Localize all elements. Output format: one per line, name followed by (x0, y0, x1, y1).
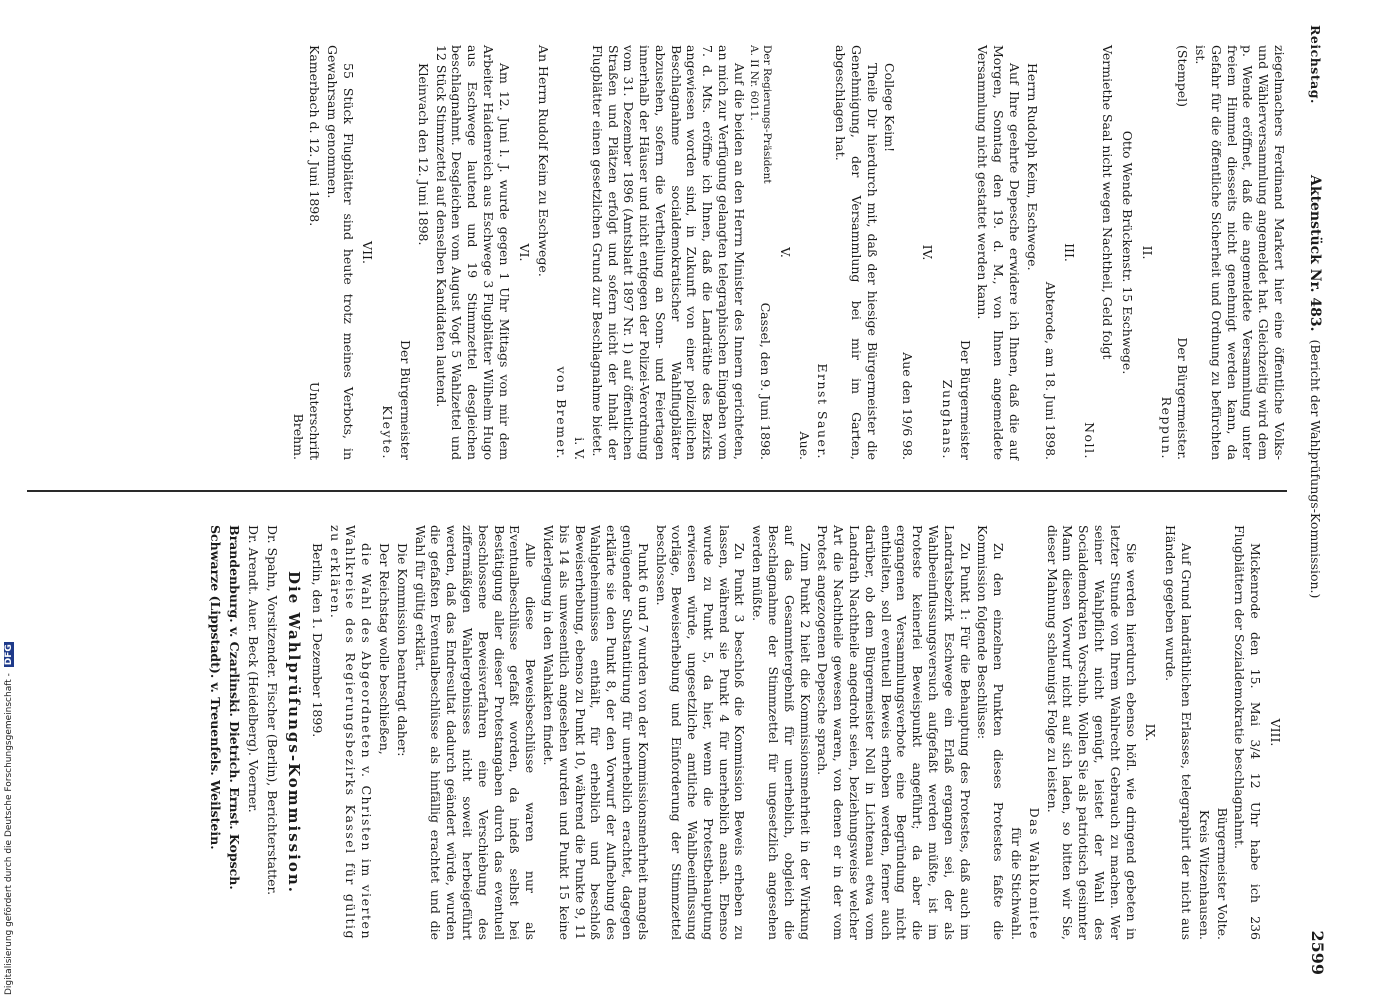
issuing-authority (747, 45, 773, 184)
signature-name: Zunghans. (939, 379, 955, 460)
header-document-number: Aktenstück Nr. 483. (1307, 175, 1323, 332)
letter-date: Aue den 19/6 98. (900, 352, 916, 460)
paragraph: Sie werden hierdurch ebenso höfl. wie dringend gebeten in letzter Stunde von Ihrem Wahlrecht Gebrauch zu machen. Wer seiner Wahlpflicht nicht genügt, leistet der Wahl des Socialdemokraten Vorschub. Wollen Sie als patriotisch gesinnter Mann diesen Vorwurf nicht auf sich laden, so bitten wir Sie, dieser Mahnung schleunigst Folge zu leisten. (1044, 525, 1139, 940)
section-numeral: II. (1139, 245, 1155, 260)
rotated-document-page (25, 25, 1325, 975)
section-numeral: III. (1062, 243, 1078, 262)
right-column (205, 525, 1287, 940)
reference-number: A. II Nr. 6011. (747, 45, 760, 121)
column-divider (27, 490, 1287, 492)
signature-label: Unterschrift (306, 381, 322, 460)
paragraph: Am 12. Juni l. J. wurde gegen 1 Uhr Mittags von mir dem Arbeiter Haidenreich aus Eschwege 3 Flugblätter Wilhelm Hugo aus Eschwege lautend und 19 Stimmzettel desgleichen beschlagnahmt. Desgleichen vom August Vogt 5 Wahlzettel und 12 Stück Stimmzettel auf denselben Kandidaten lautend. (433, 45, 512, 460)
paragraph: Zu Punkt 1: Für die Behauptung des Protestes, daß auch im Landratsbezirk Eschwege ein Erlaß ergangen sei, der als Wahlbeeinflussungsversuch aufgefaßt werden müßte, ist im Proteste keinerlei Beweispunkt angeführt; da aber die ergangenen Versammlungsverbote eine Begründung nicht enthielten, soll eventuell Beweis erhoben werden, ferner auch darüber, ob dem Bürgermeister Noll in Lichtenau etwa vom Landrath Nachtheile angedroht seien, beziehungsweise welcher Art die Nachtheile gewesen waren, von denen er in der vom Protest angezogenen Depesche sprach. (815, 525, 973, 940)
signature-name: Bürgermeister Volte. (1214, 807, 1230, 940)
signature-name: Das Wahlkomitee (1026, 807, 1042, 940)
member-line: Dr. Spahn, Vorsitzender. Fischer (Berlin), Berichterstatter. (265, 525, 281, 896)
stamp-text: (Stempel) (1175, 45, 1191, 107)
commission-members (207, 525, 281, 940)
section-numeral: V. (777, 247, 793, 258)
header-left: Reichstag. (1308, 25, 1323, 104)
paragraph: Auf die beiden an den Herrn Minister des Innern gerichteten, an mich zur Verfügung gelangten telegraphischen Eingaben vom 7. d. Mts. eröffne ich Ihnen, daß die Landräthe des Bezirks angewiesen worden sind, in Zukunft von einer polizeilichen Beschlagnahme socialdemokratischer Wahlflugblätter abzusehen, sofern die Vertheilung an Sonn- und Feiertagen innerhalb der Häuser und nicht entgegen der Polizei-Verordnung vom 31. Dezember 1896 (Amtsblatt 1897 Nr. 1) auf öffentlichen Straßen und Plätzen erfolgt und sofern nicht der Inhalt der Flugblätter einen gesetzlichen Grund zur Beschlagnahme bietet. (589, 45, 747, 460)
page-header (1295, 25, 1325, 975)
signature-name: Reppun. (1159, 396, 1175, 460)
signature-role: Der Bürgermeister. (1175, 337, 1191, 460)
paragraph: Alle diese Beweisbeschlüsse waren nur als Eventualbeschlüsse gefaßt worden, da indeß selbst bei Bestätigung aller dieser Protestangaben durch das eventuell beschlossene Beweisverfahren eine Verschiebung des ziffermäßigen Wahlergebnisses nicht soweit herbeigeführt werden, daß das Endresultat dadurch geändert würde, wurden die gefaßten Eventualbeschlüsse als hinfällig erachtet und die Wahl für gültig erklärt. (412, 525, 539, 940)
signature-name: Noll. (1082, 422, 1098, 460)
paragraph: Mickenrode den 15. Mai 3/4 12 Uhr habe ich 236 Flugblättern der Sozialdemokratie beschlagnahmt. (1232, 525, 1264, 940)
section-numeral: VII. (360, 241, 376, 264)
paragraph: Die Kommission beantragt daher: (394, 543, 410, 757)
signature-name: Ernst Sauer. (815, 363, 831, 460)
signature-role: für die Stichwahl. (1009, 827, 1025, 940)
page-number: 2599 (1308, 930, 1327, 975)
member-line: Brandenburg. v. Czarlinski. Dietrich. Ernst. Kopsch. (227, 525, 243, 890)
dfg-logo: DFG (4, 644, 14, 666)
header-report-title: (Bericht der Wahlprüfungs-Kommission.) (1308, 339, 1323, 599)
letter-address: An Herrn Rudolf Keim zu Eschwege. (536, 45, 552, 277)
paragraph: Auf Ihre geehrte Depesche erwidere ich Ihnen, daß die auf Morgen, Sonntag den 19. d. M., von Ihnen angemeldete Versammlung nicht gestattet werden kann. (975, 45, 1023, 460)
signature-name: von Bremer. (554, 366, 570, 460)
signature-block (1159, 45, 1191, 460)
header-center (1306, 175, 1323, 875)
letter-head (747, 45, 773, 460)
paragraph: Punkt 6 und 7 wurden von der Kommissionsmehrheit mangels genügender Substantiirung für unerheblich erachtet, dagegen erklärte sie den Punkt 8, der den Vorwurf der Aufhebung des Wahlgeheimnisses enthält, für erheblich und beschloß Beweiserhebung, ebenso zu Punkt 10, während die Punkte 9, 11 bis 14 als unwesentlich angesehen wurden und Punkt 15 keine Widerlegung in den Wahlakten findet. (540, 525, 651, 940)
paragraph: Theile Dir hierdurch mit, daß der hiesige Bürgermeister die Genehmigung, der Versammlung bei mir im Garten, abgeschlagen hat. (833, 45, 880, 460)
paragraph: Zu den einzelnen Punkten dieses Protestes faßte die Kommission folgende Beschlüsse: (975, 525, 1007, 940)
signature (1159, 337, 1191, 460)
credit-text: Digitalisierung gefördert durch die Deutsche Forschungsgemeinschaft - (4, 673, 14, 995)
member-line: Schwarze (Lippstadt). v. Treuenfels. Weilstein. (208, 525, 224, 850)
left-column (290, 45, 1287, 460)
telegram-line: Otto Wende Brückenstr. 15 Eschwege. (1119, 130, 1135, 375)
closing-date: Berlin, den 1. Dezember 1899. (309, 543, 325, 738)
telegram-line: Vermiethe Saal nicht wegen Nachtheil, Geld folgt (1100, 45, 1116, 360)
paragraph: 55 Stück Flugblätter sind heute trotz meines Verbots, in Gewahrsam genommen. (324, 45, 356, 460)
authority-title: Der Regierungs-Präsident (760, 45, 773, 184)
section-numeral: VIII. (1268, 718, 1283, 747)
signature-name: Brehm. (291, 413, 307, 460)
member-line: Dr. Arendt. Auer. Beck (Heidelberg). Voerner. (246, 525, 262, 813)
signature-place: Kreis Witzenhausen. (1196, 809, 1212, 940)
signature-place: Aue. (797, 431, 813, 460)
section-numeral: IV. (920, 244, 936, 261)
signature (290, 382, 322, 460)
motion-text: die Wahl des Abgeordneten v. Christen im vierten Wahlkreise des Regierungsbezirks Kassel für gültig zu erklären. (327, 525, 375, 940)
digitization-credit (4, 642, 14, 995)
paragraph: Auf Grund landräthlichen Erlasses, telegraphirt der nicht aus Händen gegeben wurde. (1163, 525, 1195, 940)
letter-date: Kleinvach den 12. Juni 1898. (415, 63, 431, 246)
letter-address: Herrn Rudolph Keim, Eschwege. (1024, 63, 1040, 271)
signature-name: Kleyte. (380, 405, 396, 460)
letter-date: Kamerbach d. 12. Juni 1898. (306, 45, 322, 227)
paragraph: ziegelmachers Ferdinand Markert hier eine öffentliche Volks- und Wählerversammlung angemeldet hat. Gleichzeitig wird dem p. Wende eröffnet, daß die angemeldete Versammlung unter freiem Himmel diesseits nicht genehmigt werden kann, da Gefahr für die öffentliche Sicherheit und Ordnung zu befürchten ist. (1193, 45, 1287, 460)
paragraph: Zum Punkt 2 hielt die Kommissionsmehrheit in der Wirkung auf das Gesammtergebniß für unerheblich, obgleich die Beschlagnahme der Stimmzettel für ungesetzlich angesehen werden müßte. (750, 525, 813, 940)
signature-role: Der Bürgermeister (397, 339, 413, 460)
section-numeral: VI. (516, 243, 532, 262)
paragraph: Zu Punkt 3 beschloß die Kommission Beweis erheben zu lassen, während sie Punkt 4 für unerheblich ansah. Ebenso wurde zu Punkt 5, da hier, wenn die Protestbehauptung erwiesen würde, ungesetzliche amtliche Wahlbeeinflussung vorläge, Beweiserhebung und Einforderung der Stimmzettel beschlossen. (653, 525, 748, 940)
commission-title: Die Wahlprüfungs-Kommission. (284, 571, 303, 894)
signature-block (290, 45, 322, 460)
motion-line: Der Reichstag wolle beschließen, (376, 543, 392, 755)
signature-role: i. V. (571, 437, 587, 460)
letter-address: College Keim! (882, 63, 898, 153)
section-numeral: IX. (1143, 723, 1159, 742)
letter-date: Cassel, den 9. Juni 1898. (757, 302, 773, 460)
letter-date: Abterode, am 18. Juni 1898. (1042, 281, 1058, 460)
signature-role: Der Bürgermeister (957, 339, 973, 460)
